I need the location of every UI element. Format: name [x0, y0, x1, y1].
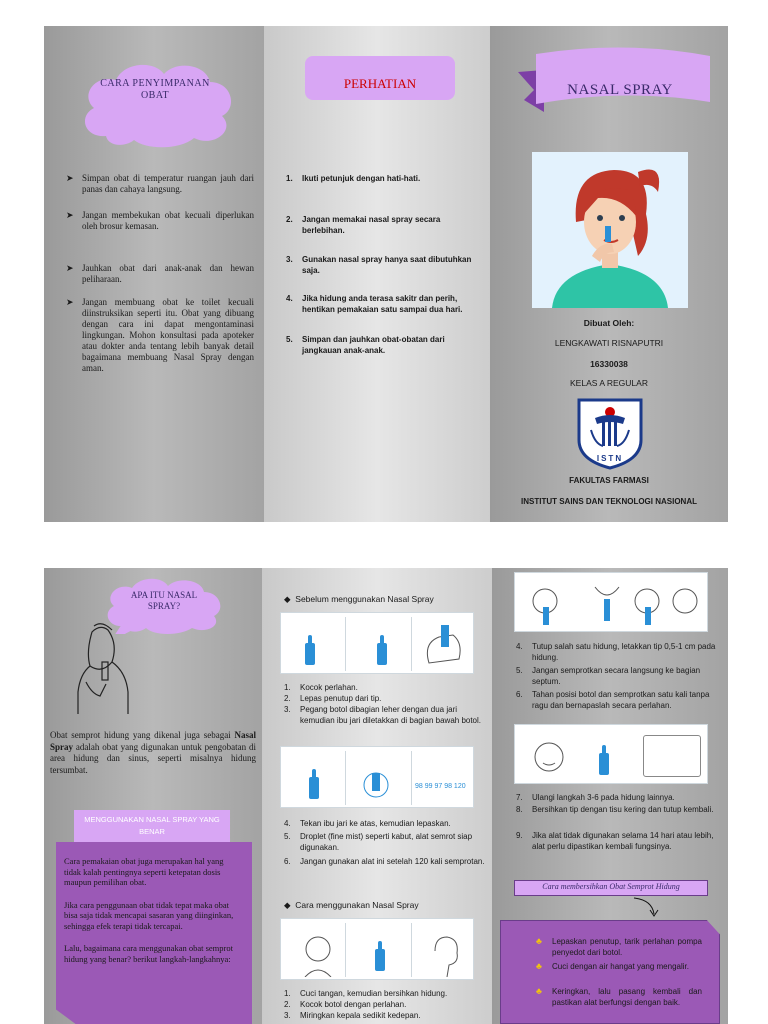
explanation-text — [64, 856, 242, 964]
arrow-bullet-icon: ➤ — [66, 210, 74, 220]
student-id: 16330038 — [590, 359, 628, 369]
cloud-title: CARA PENYIMPANAN OBAT — [100, 78, 210, 101]
arrow-bullet-icon: ➤ — [66, 297, 74, 307]
list-item: 5. Simpan dan jauhkan obat-obatan dari jangkauan anak-anak. — [286, 335, 445, 355]
paragraph: Cara pemakaian obat juga merupakan hal yang tidak kalah pentingnya seperti ketepatan dosis maupun pemilihan obat. — [64, 856, 224, 887]
cloud-title: APA ITU NASAL SPRAY? — [130, 590, 198, 611]
list-item: 1. Kocok perlahan. — [284, 683, 358, 692]
panel-warning — [264, 26, 490, 522]
instruction-image — [514, 724, 708, 784]
instruction-image — [514, 572, 708, 632]
section-heading: ◆ Sebelum menggunakan Nasal Spray — [284, 594, 434, 604]
list-item: 7. Ulangi langkah 3-6 pada hidung lainnya. — [516, 793, 675, 802]
list-item: 4. Jika hidung anda terasa sakitr dan perih, hentikan pemakaian satu sampai dua hari. — [286, 294, 463, 314]
list-item: 3. Gunakan nasal spray hanya saat dibutuhkan saja. — [286, 255, 472, 275]
diamond-bullet-icon: ◆ — [284, 594, 291, 604]
panel-steps — [262, 568, 492, 1024]
arrow-bullet-icon: ➤ — [66, 173, 74, 183]
list-item: ➤ Jangan membuang obat ke toilet kecuali diinstruksikan seperti itu. Obat yang dibuang dengan cara ini dapat mengontaminasi lingkungan. Mohon konsultasi pada apoteker atau dokter anda tentang lebih banyak detail bagaimana membuang Nasal Spray dengan aman. — [66, 297, 254, 373]
section-title: MENGGUNAKAN NASAL SPRAY YANG BENAR — [84, 815, 220, 836]
panel-about — [44, 568, 262, 1024]
warning-title: PERHATIAN — [343, 76, 417, 91]
instruction-image — [280, 918, 474, 980]
institute-label: INSTITUT SAINS DAN TEKNOLOGI NASIONAL — [521, 497, 697, 506]
paragraph: Lalu, bagaimana cara menggunakan obat semprot hidung yang benar? berikut langkah-langkahnya: — [64, 943, 233, 964]
intro-highlight: Nasal Spray — [50, 730, 256, 752]
list-item: 2. Jangan memakai nasal spray secara berlebihan. — [286, 215, 441, 235]
woman-using-spray-illustration — [532, 152, 688, 308]
list-item: ➤ Simpan obat di temperatur ruangan jauh dari panas dan cahaya langsung. — [66, 173, 254, 194]
list-item: 5. Jangan semprotkan secara langsung ke bagian septum. — [516, 666, 701, 686]
list-item: 1. Ikuti petunjuk dengan hati-hati. — [286, 174, 421, 183]
arrow-down-icon — [632, 896, 662, 920]
list-item: 4. Tutup salah satu hidung, letakkan tip 0,5-1 cm pada hidung. — [516, 642, 716, 662]
counter-text: 98 99 97 98 120 — [415, 783, 466, 790]
logo-text: ISTN — [596, 454, 624, 463]
bullet-icon: ♣ — [536, 961, 542, 971]
person-spray-sketch — [72, 622, 136, 714]
intro-paragraph: Obat semprot hidung yang dikenal juga sebagai Nasal Spray adalah obat yang digunakan untuk pengobatan di area hidung dan sinus, seperti misalnya hidung tersumbat. — [50, 730, 257, 775]
list-item: ➤ Jangan membekukan obat kecuali diperlukan oleh brosur kemasan. — [66, 210, 254, 231]
list-item: 4. Tekan ibu jari ke atas, kemudian lepaskan. — [284, 819, 451, 828]
list-item: 6. Jangan gunakan alat ini setelah 120 kali semprotan. — [284, 857, 485, 866]
section-heading: ◆ Cara menggunakan Nasal Spray — [284, 900, 419, 910]
paragraph: Jika cara penggunaan obat tidak tepat maka obat bisa saja tidak mencapai sasaran yang diinginkan, sehingga efek terapi tidak tercapai. — [64, 899, 234, 931]
faculty-label: FAKULTAS FARMASI — [569, 476, 649, 485]
panel-steps-continued — [492, 568, 728, 1024]
clean-title: Cara membersihkan Obat Semprot Hidung — [542, 882, 680, 891]
instruction-image — [280, 746, 474, 808]
bullet-icon: ♣ — [536, 986, 542, 996]
panel-storage — [44, 26, 264, 522]
panel-cover — [490, 26, 728, 522]
list-item: 5. Droplet (fine mist) seperti kabut, alat semrot siap digunakan. — [284, 832, 473, 852]
list-item: 2. Lepas penutup dari tip. — [284, 694, 382, 703]
list-item: 6. Tahan posisi botol dan semprotkan satu kali tanpa ragu dan bernapaslah secara perlahan. — [516, 690, 710, 710]
cloud-shape — [76, 58, 238, 148]
list-item: ➤ Jauhkan obat dari anak-anak dan hewan peliharaan. — [66, 263, 254, 284]
diamond-bullet-icon: ◆ — [284, 900, 291, 910]
list-item: ♣ Cuci dengan air hangat yang mengalir. — [536, 961, 689, 971]
class-label: KELAS A REGULAR — [570, 378, 648, 388]
author-name: LENGKAWATI RISNAPUTRI — [554, 338, 664, 348]
list-item: ♣ Lepaskan penutup, tarik perlahan pompa penyedot dari botol. — [536, 936, 702, 957]
made-by-label: Dibuat Oleh: — [583, 318, 635, 328]
list-item: 2. Kocok botol dengan perlahan. — [284, 1000, 407, 1009]
instruction-image — [280, 612, 474, 674]
list-item: 8. Bersihkan tip dengan tisu kering dan tutup kembali. — [516, 805, 714, 814]
list-item: 3. Pegang botol dibagian leher dengan dua jari kemudian ibu jari diletakkan di bagian bawah botol. — [284, 705, 482, 725]
bullet-icon: ♣ — [536, 936, 542, 946]
brochure-title: NASAL SPRAY — [567, 82, 673, 98]
list-item: 3. Miringkan kepala sedikit kedepan. — [284, 1011, 421, 1020]
arrow-bullet-icon: ➤ — [66, 263, 74, 273]
list-item: 1. Cuci tangan, kemudian bersihkan hidung. — [284, 989, 448, 998]
list-item: ♣ Keringkan, lalu pasang kembali dan pastikan alat berfungsi dengan baik. — [536, 986, 702, 1007]
list-item: 9. Jika alat tidak digunakan selama 14 hari atau lebih, alat perlu dipastikan kembali fungsinya. — [516, 831, 714, 851]
